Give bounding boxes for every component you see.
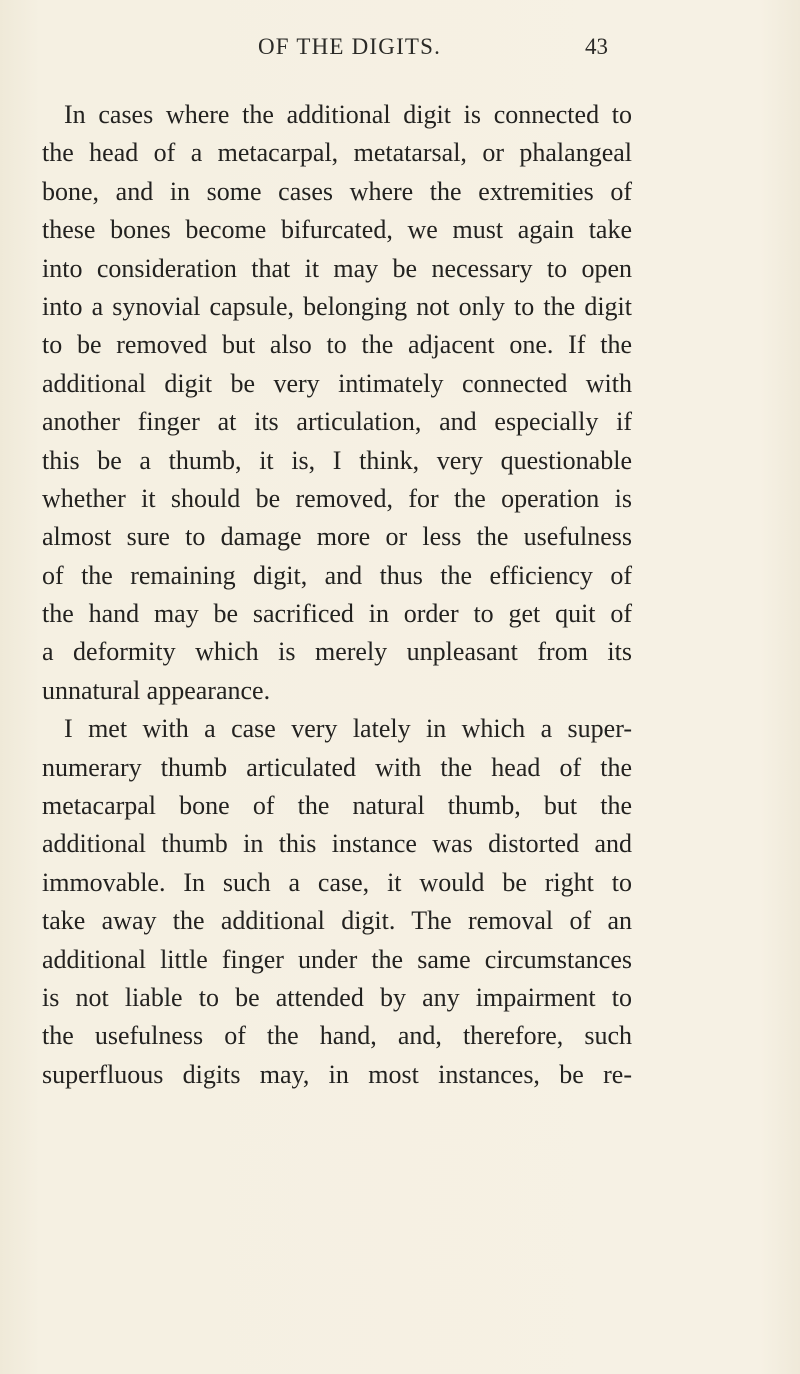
text-line: superfluous digits may, in most instances, be re- (42, 1059, 632, 1089)
text-line: into consideration that it may be necessary to open (42, 253, 632, 283)
text-line: In cases where the additional digit is connected to (64, 100, 632, 129)
text-line: I met with a case very lately in which a super- (64, 714, 632, 744)
page-number: 43 (585, 34, 608, 59)
text-line: metacarpal bone of the natural thumb, but the (42, 791, 632, 821)
text-line: to be removed but also to the adjacent one. If the (42, 330, 632, 360)
running-head (0, 34, 800, 64)
text-line: into a synovial capsule, belonging not only to the digit (42, 291, 632, 321)
text-line: of the remaining digit, and thus the efficiency of (42, 560, 632, 590)
text-line: these bones become bifurcated, we must again take (42, 215, 632, 245)
text-line: take away the additional digit. The removal of an (42, 906, 632, 936)
text-line: additional thumb in this instance was distorted and (42, 829, 632, 859)
text-line: a deformity which is merely unpleasant from its (42, 637, 632, 667)
text-line: additional digit be very intimately connected with (42, 368, 632, 398)
text-line: bone, and in some cases where the extremities of (42, 176, 632, 206)
text-line: immovable. In such a case, it would be right to (42, 867, 632, 897)
running-title: OF THE DIGITS. (258, 34, 442, 59)
text-line: almost sure to damage more or less the usefulness (42, 522, 632, 552)
text-line: numerary thumb articulated with the head of the (42, 752, 632, 782)
text-line: unnatural appearance. (42, 675, 271, 705)
text-line: the usefulness of the hand, and, therefore, such (42, 1021, 632, 1051)
text-line: another finger at its articulation, and especially if (42, 407, 632, 437)
text-line: the hand may be sacrificed in order to get quit of (42, 599, 632, 629)
text-line: is not liable to be attended by any impairment to (42, 982, 632, 1012)
text-line: whether it should be removed, for the operation is (42, 483, 632, 513)
text-line: the head of a metacarpal, metatarsal, or phalangeal (42, 138, 632, 168)
body-text (42, 96, 632, 1094)
text-line: additional little finger under the same circumstances (42, 944, 632, 974)
text-line: this be a thumb, it is, I think, very questionable (42, 445, 632, 475)
